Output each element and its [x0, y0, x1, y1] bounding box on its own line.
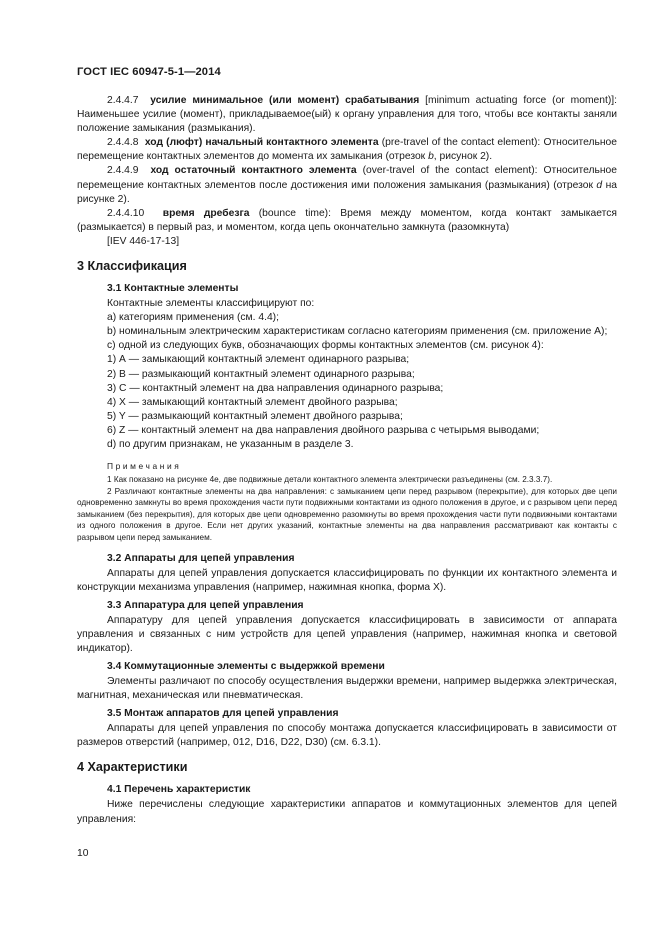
- definition-2-4-4-10: [77, 207, 617, 235]
- definition-term: ход остаточный контактного элемента: [150, 165, 357, 177]
- list-item: 6) Z — контактный элемент на два направления двойного разрыва с четырьмя выводами;: [107, 424, 540, 436]
- subsection-4-1-title: 4.1 Перечень характеристик: [107, 784, 251, 796]
- list-item: 5) Y — размыкающий контактный элемент двойного разрыва;: [107, 410, 403, 422]
- definition-2-4-4-9: [77, 164, 617, 206]
- definition-number: 2.4.4.7: [107, 95, 139, 106]
- notes-title: Примечания: [107, 461, 182, 472]
- definition-number: 2.4.4.8: [107, 137, 139, 149]
- subsection-3-5-title: 3.5 Монтаж аппаратов для цепей управления: [107, 708, 339, 720]
- definition-text: (pre-travel of the contact element): Относительное перемещение контактных элементов до момента их замыкания (отрезок: [77, 137, 617, 163]
- list-item: b) номинальным электрическим характеристикам согласно категориям применения (см. приложение А);: [107, 326, 608, 338]
- document-header: ГОСТ IEC 60947-5-1—2014: [77, 66, 221, 78]
- subsection-3-2-title: 3.2 Аппараты для цепей управления: [107, 552, 295, 564]
- note-2: [77, 486, 617, 544]
- definition-number: 2.4.4.9: [107, 165, 139, 177]
- list-item: d) по другим признакам, не указанным в разделе 3.: [107, 438, 354, 450]
- definition-text: (bounce time): Время между моментом, когда контакт замыкается (размыкается) в первый раз, и моментом, когда цепь окончательно замкнута (разомкнута): [77, 207, 617, 233]
- definition-text: (over-travel of the contact element): Относительное перемещение контактных элементов после достижения ими положения замыкания (размыкания) (отрезок: [77, 165, 618, 191]
- definition-italic: d: [596, 179, 603, 191]
- subsection-3-4-title: 3.4 Коммутационные элементы с выдержкой времени: [107, 661, 385, 673]
- subsection-3-5-text: Аппараты для цепей управления по способу монтажа допускается классифицировать в зависимости от размеров отверстий (например, 012, D16, D22, D30) (см. 6.3.1).: [77, 723, 617, 749]
- note-text: 2 Различают контактные элементы на два направления: с замыканием цепи перед разрывом (перекрытие), для которых две цепи одновременно замкнуты во время прохождения части пути подвижными контактами из одного положения в другое, и с разрывом цепи перед замыканием (без перекрытия), для которых две цепи одновременно разомкнуты во время прохождения части пути подвижными контактами из одного положения в другое. Если нет других указаний, контактные элементы на два направления рассматривают как контакты с разрывом цепи перед замыканием.: [77, 486, 617, 543]
- definition-tail: на рисунке 2).: [77, 179, 617, 205]
- section-3-title: 3 Классификация: [77, 259, 187, 274]
- subsection-3-3-title: 3.3 Аппаратура для цепей управления: [107, 599, 304, 611]
- definition-2-4-4-7: [77, 94, 617, 136]
- list-item: 2) В — размыкающий контактный элемент одинарного разрыва;: [107, 368, 415, 380]
- subsection-3-4-text: Элементы различают по способу осуществления выдержки времени, например выдержка электрическая, магнитная, механическая или пневматическая.: [77, 676, 617, 702]
- note-text: 1 Как показано на рисунке 4е, две подвижные детали контактного элемента электрически разъединены (см. 2.3.3.7).: [107, 475, 553, 485]
- section-4-title: 4 Характеристики: [77, 760, 188, 775]
- list-item: 4) X — замыкающий контактный элемент двойного разрыва;: [107, 396, 398, 408]
- definition-number: 2.4.4.10: [107, 207, 145, 219]
- definition-term: время дребезга: [162, 207, 250, 219]
- subsection-4-1-text: Ниже перечислены следующие характеристики аппаратов и коммутационных элементов для цепей управления:: [77, 799, 617, 825]
- definition-term: усилие минимальное (или момент) срабатывания: [150, 95, 420, 106]
- subsection-3-2-text: Аппараты для цепей управления допускается классифицировать по функции их контактного элемента и конструкции механизма управления (например, нажимная кнопка, форма X).: [77, 567, 617, 593]
- subsection-3-1-intro: Контактные элементы классифицируют по:: [107, 298, 315, 310]
- definition-2-4-4-8: [77, 136, 617, 164]
- definition-text: [minimum actuating force (or moment)]: Наименьшее усилие (момент), прикладываемое(ый) к органу управления для того, чтобы все контакты заняли положение замыкания (размыкания).: [77, 95, 617, 135]
- iev-reference: [IEV 446-17-13]: [107, 235, 180, 247]
- definition-italic: b: [428, 151, 434, 163]
- subsection-3-1-title: 3.1 Контактные элементы: [107, 283, 239, 295]
- list-item: 3) С — контактный элемент на два направления одинарного разрыва;: [107, 382, 444, 394]
- definition-tail: , рисунок 2).: [433, 151, 493, 163]
- page-content: [77, 94, 617, 827]
- note-1: [77, 474, 617, 486]
- subsection-3-3-text: Аппаратуру для цепей управления допускается классифицировать в зависимости от аппарата управления и связанных с ним устройств для цепей управления (например, нажимная кнопка и световой индикатор).: [77, 614, 617, 654]
- list-item: a) категориям применения (см. 4.4);: [107, 312, 279, 324]
- list-item: 1) А — замыкающий контактный элемент одинарного разрыва;: [107, 354, 410, 366]
- definition-term: ход (люфт) начальный контактного элемента: [144, 137, 379, 149]
- page-number: 10: [77, 848, 89, 859]
- list-item: c) одной из следующих букв, обозначающих формы контактных элементов (см. рисунок 4):: [107, 340, 544, 352]
